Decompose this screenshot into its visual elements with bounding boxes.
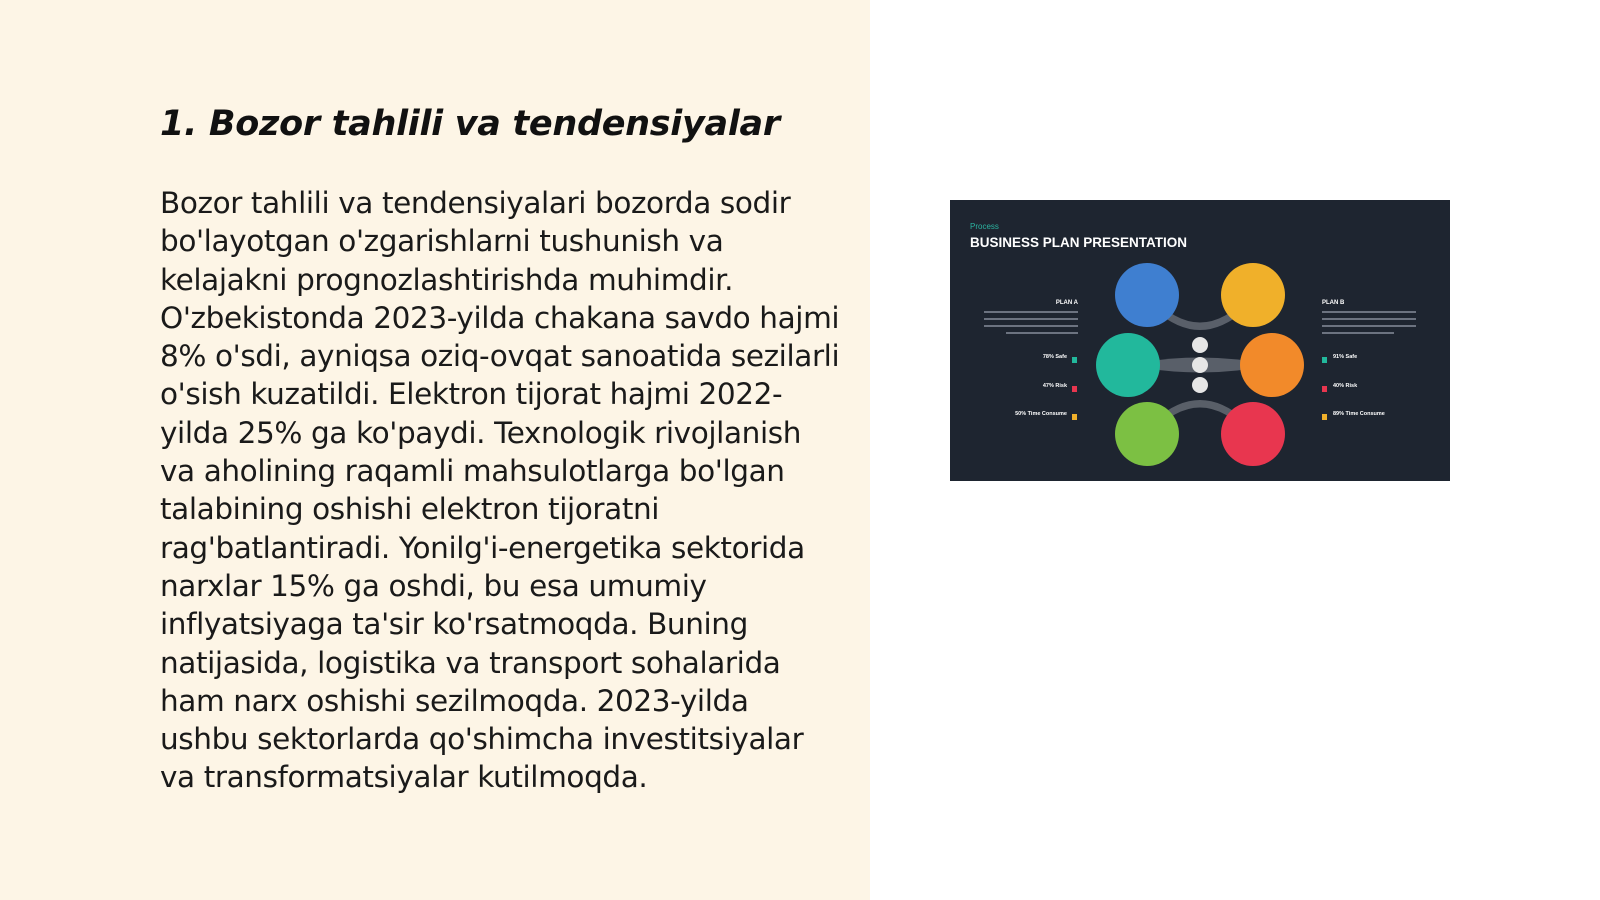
business-plan-thumbnail bbox=[950, 200, 1450, 481]
bank-icon bbox=[1192, 337, 1208, 353]
warning-icon-left bbox=[1072, 386, 1077, 392]
thumbnail-kicker: Process bbox=[970, 222, 999, 231]
plan-circle-green bbox=[1115, 402, 1179, 466]
plan-circle-orange bbox=[1240, 333, 1304, 397]
warning-icon-right bbox=[1322, 386, 1327, 392]
right-stat-3: 89% Time Consume bbox=[1333, 411, 1385, 417]
briefcase-icon bbox=[1192, 357, 1208, 373]
plan-circle-blue bbox=[1115, 263, 1179, 327]
plan-a-label: PLAN A bbox=[1055, 300, 1078, 306]
left-stat-2: 47% Risk bbox=[1042, 383, 1067, 389]
thumbnail-heading: BUSINESS PLAN PRESENTATION bbox=[970, 235, 1188, 250]
plan-circle-red bbox=[1221, 402, 1285, 466]
hourglass-icon-right bbox=[1322, 414, 1327, 420]
thumbnail-graphic bbox=[950, 200, 1450, 481]
right-stat-2: 40% Risk bbox=[1333, 383, 1358, 389]
plan-circle-teal bbox=[1096, 333, 1160, 397]
left-stat-3: 50% Time Consume bbox=[1015, 411, 1067, 417]
plan-circle-yellow bbox=[1221, 263, 1285, 327]
hourglass-icon-left bbox=[1072, 414, 1077, 420]
slide-body-text: Bozor tahlili va tendensiyalari bozorda sodir bo'layotgan o'zgarishlarni tushunish va kelajakni prognozlashtirishda muhimdir. O'zbekistonda 2023-yilda chakana savdo hajmi 8% o'sdi, ayniqsa oziq-ovqat sanoatida sezilarli o'sish kuzatildi. Elektron tijorat hajmi 2022-yilda 25% ga ko'paydi. Texnologik rivojlanish va aholining raqamli mahsulotlarga bo'lgan talabining oshishi elektron tijoratni rag'batlantiradi. Yonilg'i-energetika sektorida narxlar 15% ga oshdi, bu esa umumiy inflyatsiyaga ta'sir ko'rsatmoqda. Buning natijasida, logistika va transport sohalarida ham narx oshishi sezilmoqda. 2023-yilda ushbu sektorlarda qo'shimcha investitsiyalar va transformatsiyalar kutilmoqda. bbox=[160, 186, 840, 795]
left-stat-1: 78% Safe bbox=[1042, 354, 1067, 360]
calendar-icon bbox=[1192, 377, 1208, 393]
slide-title: 1. Bozor tahlili va tendensiyalar bbox=[160, 104, 780, 144]
shield-icon-left bbox=[1072, 357, 1077, 363]
plan-b-label: PLAN B bbox=[1322, 300, 1345, 306]
shield-icon-right bbox=[1322, 357, 1327, 363]
right-stat-1: 91% Safe bbox=[1333, 354, 1358, 360]
